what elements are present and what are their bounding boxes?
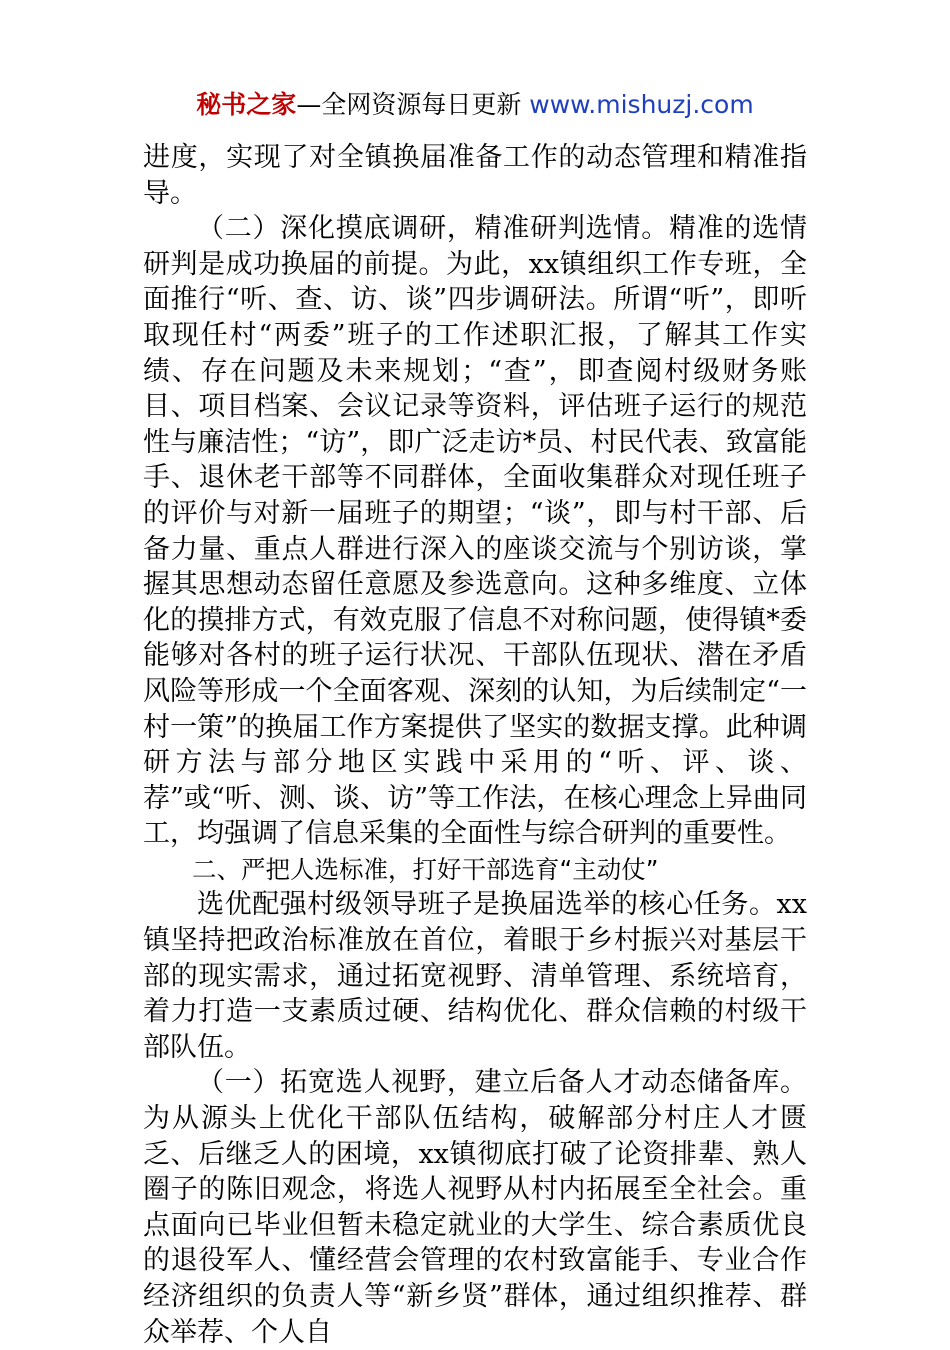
site-header <box>0 88 950 122</box>
body-paragraph-selection: 选优配强村级领导班子是换届选举的核心任务。xx镇坚持把政治标准放在首位，着眼于乡村振兴对基层干部的现实需求，通过拓宽视野、清单管理、系统培育，着力打造一支素质过硬、结构优化、群众信赖的村级干部队伍。 <box>143 889 807 1063</box>
site-tagline: —全网资源每日更新 <box>296 90 530 119</box>
site-brand: 秘书之家 <box>196 90 297 119</box>
body-paragraph-continuation: 进度，实现了对全镇换届准备工作的动态管理和精准指导。 <box>143 142 807 209</box>
site-url[interactable]: www.mishuzj.com <box>529 90 754 119</box>
body-paragraph-research: （二）深化摸底调研，精准研判选情。精准的选情研判是成功换届的前提。为此，xx镇组织工作专班，全面推行“听、查、访、谈”四步调研法。所谓“听”，即听取现任村“两委”班子的工作述职汇报，了解其工作实绩、存在问题及未来规划；“查”，即查阅村级财务账目、项目档案、会议记录等资料，评估班子运行的规范性与廉洁性；“访”，即广泛走访*员、村民代表、致富能手、退休老干部等不同群体，全面收集群众对现任班子的评价与对新一届班子的期望；“谈”，即与村干部、后备力量、重点人群进行深入的座谈交流与个别访谈，掌握其思想动态留任意愿及参选意向。这种多维度、立体化的摸排方式，有效克服了信息不对称问题，使得镇*委能够对各村的班子运行状况、干部队伍现状、潜在矛盾风险等形成一个全面客观、深刻的认知，为后续制定“一村一策”的换届工作方案提供了坚实的数据支撑。此种调研方法与部分地区实践中采用的“听、评、谈、荐”或“听、测、谈、访”等工作法，在核心理念上异曲同工，均强调了信息采集的全面性与综合研判的重要性。 <box>143 213 807 850</box>
body-paragraph-talent-pool: （一）拓宽选人视野，建立后备人才动态储备库。为从源头上优化干部队伍结构，破解部分村庄人才匮乏、后继乏人的困境，xx镇彻底打破了论资排辈、熟人圈子的陈旧观念，将选人视野从村内拓展至全社会。重点面向已毕业但暂未稳定就业的大学生、综合素质优良的退役军人、懂经营会管理的农村致富能手、专业合作经济组织的负责人等“新乡贤”群体，通过组织推荐、群众举荐、个人自 <box>143 1067 807 1348</box>
section-heading-2: 二、严把人选标准，打好干部选育“主动仗” <box>192 854 659 884</box>
document-body <box>143 140 807 1350</box>
